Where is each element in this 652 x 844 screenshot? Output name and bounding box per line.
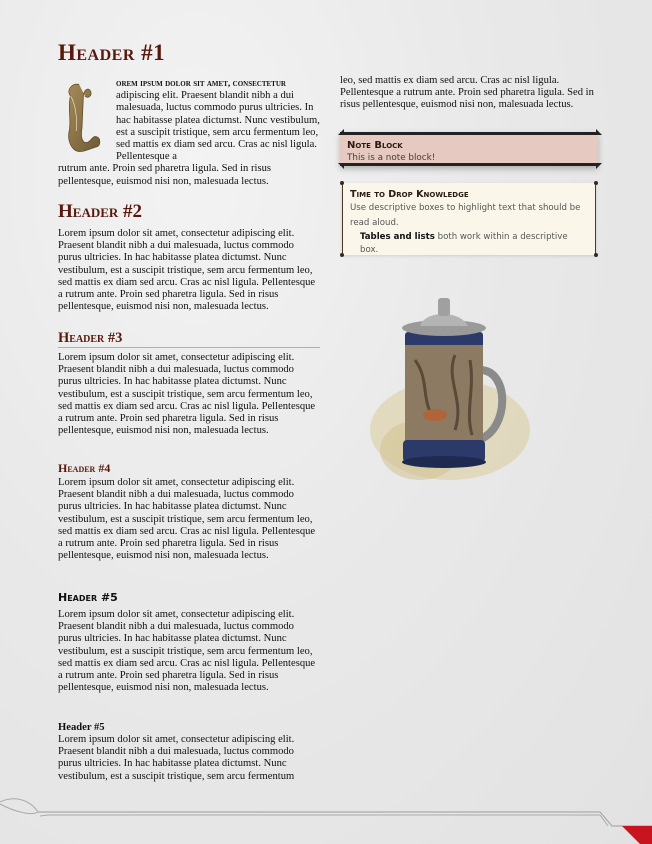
note-block: Note Block This is a note block! [340,132,598,166]
paragraph: Lorem ipsum dolor sit amet, consectetur adipiscing elit. Praesent blandit nibh a dui malesuada, luctus commodo purus ultricies. In hac habitasse platea dictumst. Nunc vestibulum, est a suscipit tristique, sem arcu fermentum [58,734,295,782]
footer-accent [622,826,652,844]
note-block-corners [338,126,602,172]
header-6-section: Header #5 Lorem ipsum dolor sit amet, consectetur adipiscing elit. Praesent blandit nibh a dui malesuada, luctus commodo purus ultricies. In hac habitasse platea dictumst. Nunc vestibulum, est a suscipit tristique, sem arcu fermentum [58,722,320,783]
header-5-section: Header #5 Lorem ipsum dolor sit amet, consectetur adipiscing elit. Praesent blandit nibh a dui malesuada, luctus commodo purus ultricies. In hac habitasse platea dictumst. Nunc vestibulum, est a suscipit tristique, sem arcu fermentum leo, sed mattis ex diam sed arcu. Cras ac nisl ligula. Pellentesque a rutrum ante. Proin sed pharetra ligula. Sed in risus pellentesque, euismod nisi non, malesuada lectus. [58,591,320,694]
corner-dot [594,253,598,257]
dropcap-letter-l [62,80,102,160]
corner-dot [594,181,598,185]
corner-dot [340,253,344,257]
intro-paragraph: orem ipsum dolor sit amet, consectetur adipiscing elit. Praesent blandit nibh a dui malesuada, luctus commodo purus ultricies. In hac habitasse platea dictumst. Nunc vestibulum, est a suscipit tristique, sem arcu fermentum leo, sed mattis ex diam sed arcu. Cras ac nisl ligula. Pellentesque a rutrum ante. Proin sed pharetra ligula. Sed in risus pellentesque, euismod nisi non, malesuada lectus. [58,78,320,187]
continued-paragraph: leo, sed mattis ex diam sed arcu. Cras ac nisl ligula. Pellentesque a rutrum ante. Proin sed pharetra ligula. Sed in risus pellentesque, euismod nisi non, malesuada lectus. [340,75,594,111]
footer-decoration [0,790,652,844]
descriptive-box: Time to Drop Knowledge Use descriptive boxes to highlight text that should be read aloud. Tables and lists both work within a descriptive box. [342,183,596,255]
paragraph: Lorem ipsum dolor sit amet, consectetur adipiscing elit. Praesent blandit nibh a dui malesuada, luctus commodo purus ultricies. In hac habitasse platea dictumst. Nunc vestibulum, est a suscipit tristique, sem arcu fermentum leo, sed mattis ex diam sed arcu. Cras ac nisl ligula. Pellentesque a rutrum ante. Proin sed pharetra ligula. Sed in risus pellentesque, euismod nisi non, malesuada lectus. [58,352,316,437]
paragraph: Lorem ipsum dolor sit amet, consectetur adipiscing elit. Praesent blandit nibh a dui malesuada, luctus commodo purus ultricies. In hac habitasse platea dictumst. Nunc vestibulum, est a suscipit tristique, sem arcu fermentum leo, sed mattis ex diam sed arcu. Cras ac nisl ligula. Pellentesque a rutrum ante. Proin sed pharetra ligula. Sed in risus pellentesque, euismod nisi non, malesuada lectus. [58,477,316,562]
corner-dot [340,181,344,185]
paragraph: Lorem ipsum dolor sit amet, consectetur adipiscing elit. Praesent blandit nibh a dui malesuada, luctus commodo purus ultricies. In hac habitasse platea dictumst. Nunc vestibulum, est a suscipit tristique, sem arcu fermentum leo, sed mattis ex diam sed arcu. Cras ac nisl ligula. Pellentesque a rutrum ante. Proin sed pharetra ligula. Sed in risus pellentesque, euismod nisi non, malesuada lectus. [58,609,316,694]
header-3-section: Header #3 Lorem ipsum dolor sit amet, consectetur adipiscing elit. Praesent blandit nibh a dui malesuada, luctus commodo purus ultricies. In hac habitasse platea dictumst. Nunc vestibulum, est a suscipit tristique, sem arcu fermentum leo, sed mattis ex diam sed arcu. Cras ac nisl ligula. Pellentesque a rutrum ante. Proin sed pharetra ligula. Sed in risus pellentesque, euismod nisi non, malesuada lectus. [58,330,320,437]
header-4-section: Header #4 Lorem ipsum dolor sit amet, consectetur adipiscing elit. Praesent blandit nibh a dui malesuada, luctus commodo purus ultricies. In hac habitasse platea dictumst. Nunc vestibulum, est a suscipit tristique, sem arcu fermentum leo, sed mattis ex diam sed arcu. Cras ac nisl ligula. Pellentesque a rutrum ante. Proin sed pharetra ligula. Sed in risus pellentesque, euismod nisi non, malesuada lectus. [58,461,320,562]
beer-stein-image [360,290,540,500]
paragraph: Lorem ipsum dolor sit amet, consectetur adipiscing elit. Praesent blandit nibh a dui malesuada, luctus commodo purus ultricies. In hac habitasse platea dictumst. Nunc vestibulum, est a suscipit tristique, sem arcu fermentum leo, sed mattis ex diam sed arcu. Cras ac nisl ligula. Pellentesque a rutrum ante. Proin sed pharetra ligula. Sed in risus pellentesque, euismod nisi non, malesuada lectus. [58,228,316,313]
header-1: Header #1 [58,40,166,65]
header-2-section: Header #2 Lorem ipsum dolor sit amet, consectetur adipiscing elit. Praesent blandit nibh a dui malesuada, luctus commodo purus ultricies. In hac habitasse platea dictumst. Nunc vestibulum, est a suscipit tristique, sem arcu fermentum leo, sed mattis ex diam sed arcu. Cras ac nisl ligula. Pellentesque a rutrum ante. Proin sed pharetra ligula. Sed in risus pellentesque, euismod nisi non, malesuada lectus. [58,202,320,313]
